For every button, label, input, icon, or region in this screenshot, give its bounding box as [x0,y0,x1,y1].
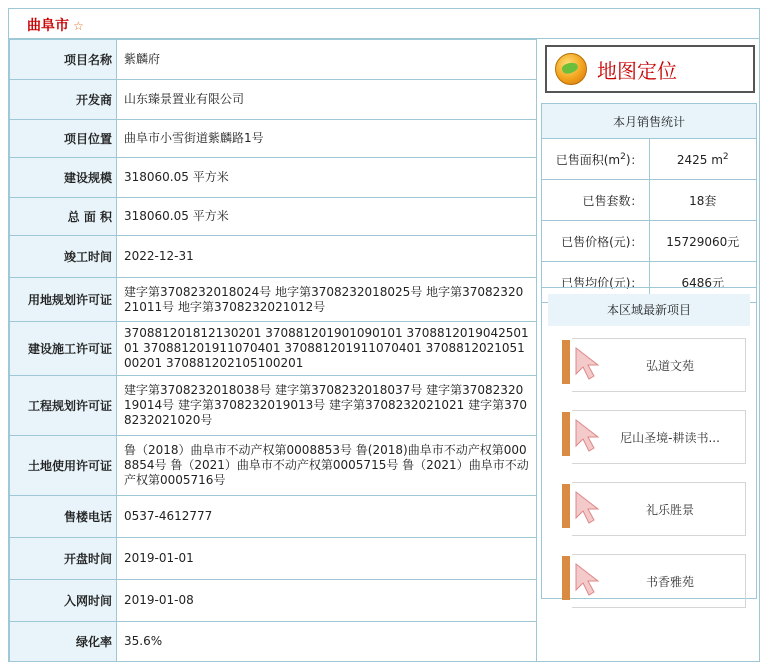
row-value: 370881201812130201 370881201901090101 370881201904250101 370881201911070401 370881201911070401 370881202105100201 370881202105100201 [117,322,537,376]
table-row [10,496,537,538]
table-row [10,580,537,622]
monthly-sales-table [541,103,757,303]
map-location-label: 地图定位 [597,58,677,83]
row-value: 曲阜市小雪街道紫麟路1号 [117,120,537,158]
avg-price-label: 已售均价(元)： [542,262,650,303]
table-row [10,40,537,80]
row-label: 售楼电话 [10,496,117,538]
row-value: 山东臻景置业有限公司 [117,80,537,120]
row-value: 2019-01-08 [117,580,537,622]
avg-price-value: 6486元 [649,262,757,303]
region-project-link[interactable] [562,406,748,470]
region-project-name: 书香雅苑 [645,575,694,589]
row-value: 318060.05 平方米 [117,158,537,198]
row-label: 建设施工许可证 [10,322,117,376]
sold-count-value: 18套 [649,180,757,221]
region-project-name: 弘道文苑 [645,359,694,373]
region-project-name: 礼乐胜景 [645,503,694,517]
sales-title: 本月销售统计 [542,104,757,139]
row-label: 竣工时间 [10,236,117,278]
row-label: 建设规模 [10,158,117,198]
city-title: 曲阜市 ☆ [27,18,84,34]
table-row [542,139,757,180]
table-row [542,221,757,262]
table-row [10,80,537,120]
region-latest-projects [541,287,757,599]
table-row [10,120,537,158]
region-project-link[interactable] [562,478,748,542]
sold-area-label: 已售面积$(m^2)$： [542,139,650,180]
table-row [10,278,537,322]
row-value: 35.6% [117,622,537,662]
row-value: 建字第3708232018038号 建字第3708232018037号 建字第3708232019014号 建字第3708232019013号 建字第3708232021021 建字第3708232021020号 [117,376,537,436]
table-row [10,158,537,198]
table-row [542,104,757,139]
row-label: 项目位置 [10,120,117,158]
sold-area-value: 2425 $m^2$ [649,139,757,180]
region-project-link[interactable] [562,334,748,398]
table-row [542,180,757,221]
row-label: 土地使用许可证 [10,436,117,496]
project-info-table [9,39,537,662]
row-value: 318060.05 平方米 [117,198,537,236]
region-project-name: 尼山圣境-耕读书... [620,431,720,445]
sold-count-label: 已售套数： [542,180,650,221]
region-title: 本区域最新项目 [548,294,750,326]
panel-header [9,9,759,39]
table-row [10,198,537,236]
row-label: 开发商 [10,80,117,120]
row-label: 开盘时间 [10,538,117,580]
project-detail-panel [8,8,760,662]
table-row [10,236,537,278]
sold-price-value: 15729060元 [649,221,757,262]
sold-price-label: 已售价格(元)： [542,221,650,262]
table-row [10,322,537,376]
row-value: 2022-12-31 [117,236,537,278]
row-value: 鲁（2018）曲阜市不动产权第0008853号 鲁(2018)曲阜市不动产权第0008854号 鲁（2021）曲阜市不动产权第0005715号 鲁（2021）曲阜市不动产权第0005716号 [117,436,537,496]
row-label: 工程规划许可证 [10,376,117,436]
row-value: 0537-4612777 [117,496,537,538]
row-label: 项目名称 [10,40,117,80]
map-location-button[interactable] [545,45,755,93]
table-row [10,538,537,580]
row-label: 入网时间 [10,580,117,622]
region-project-link[interactable] [562,550,748,614]
star-icon: ☆ [73,19,84,33]
row-value: 建字第3708232018024号 地字第3708232018025号 地字第3708232021011号 地字第3708232021012号 [117,278,537,322]
table-row [10,376,537,436]
row-label: 绿化率 [10,622,117,662]
row-value: 紫麟府 [117,40,537,80]
table-row [10,622,537,662]
globe-icon [555,53,587,85]
row-label: 总 面 积 [10,198,117,236]
table-row [10,436,537,496]
row-label: 用地规划许可证 [10,278,117,322]
row-value: 2019-01-01 [117,538,537,580]
